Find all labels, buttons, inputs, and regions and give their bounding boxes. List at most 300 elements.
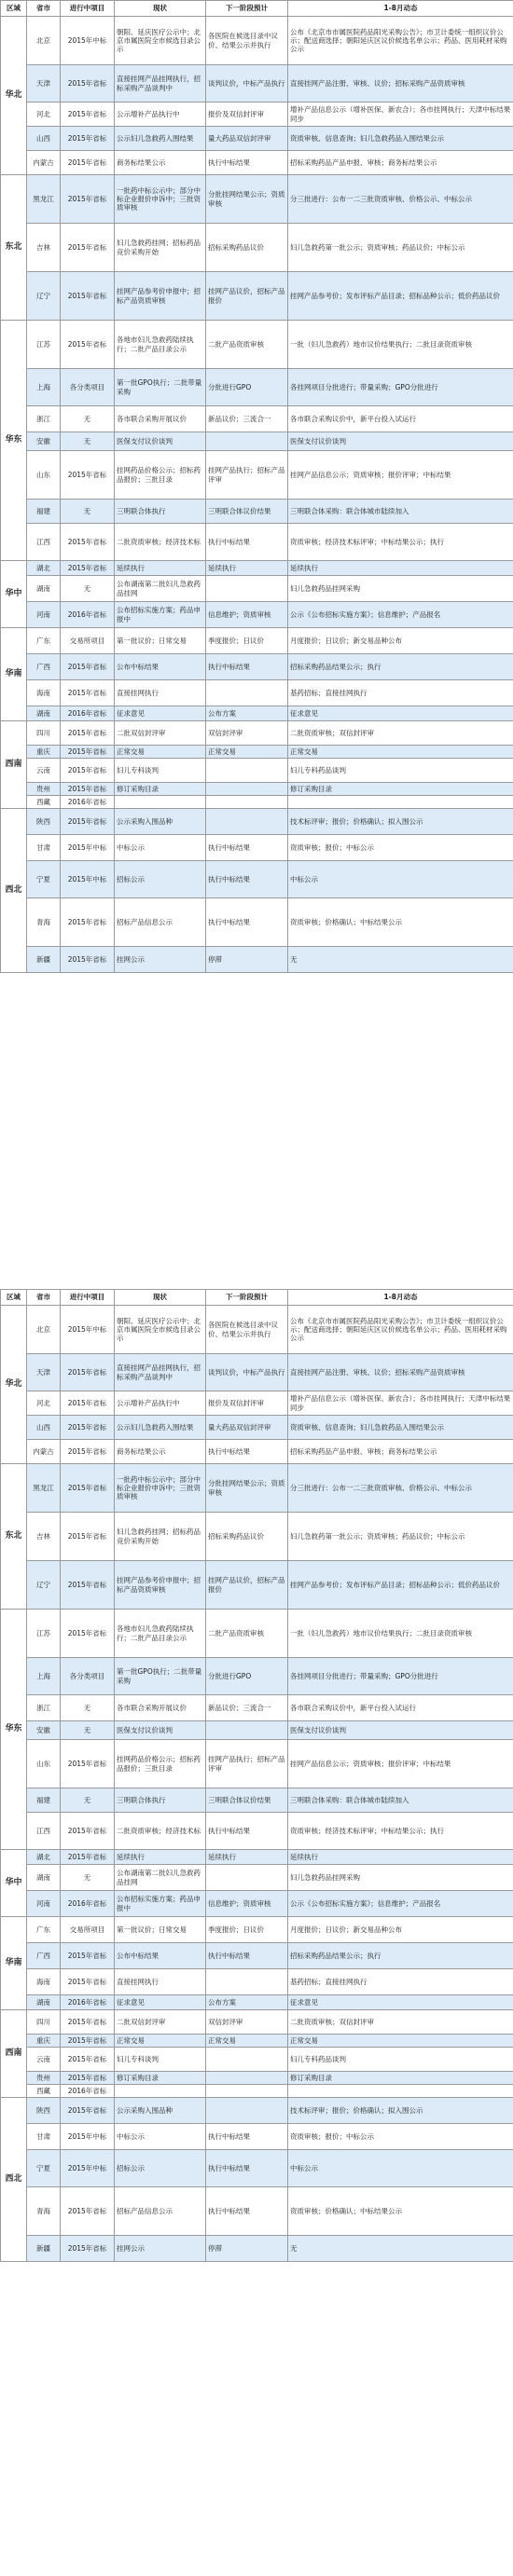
status-cell: 征求意见 (115, 1995, 206, 2010)
region-cell: 华南 (1, 628, 27, 721)
dynamics-cell: 正常交易 (288, 746, 513, 759)
table-row (1, 2035, 513, 2048)
progress-cell: 2015年省标 (61, 947, 115, 973)
progress-cell: 2016年省标 (61, 706, 115, 721)
dynamics-cell: 招标采购药品结果公示；执行 (288, 1943, 513, 1969)
progress-cell: 2015年省标 (61, 272, 115, 321)
table-row (1, 1740, 513, 1788)
province-cell: 山东 (27, 1740, 61, 1788)
table-row (1, 224, 513, 272)
province-cell: 山西 (27, 127, 61, 151)
plan-cell: 量大药品双信封评审 (206, 1416, 288, 1440)
status-cell: 公布湖南第二批妇儿急救药品挂网 (115, 1865, 206, 1891)
province-cell: 青海 (27, 898, 61, 947)
province-cell: 贵州 (27, 2072, 61, 2085)
progress-cell: 2016年省标 (61, 2085, 115, 2098)
province-cell: 江苏 (27, 1610, 61, 1658)
progress-cell: 2015年省标 (61, 746, 115, 759)
province-cell: 河北 (27, 103, 61, 127)
plan-cell: 执行中标结果 (206, 524, 288, 561)
plan-cell: 招标采购药品议价 (206, 1513, 288, 1561)
progress-cell: 2016年省标 (61, 796, 115, 809)
progress-cell: 2015年省标 (61, 898, 115, 947)
progress-cell: 无 (61, 1695, 115, 1721)
table-row (1, 947, 513, 973)
status-cell: 妇儿专科谈判 (115, 759, 206, 783)
table-row (1, 2085, 513, 2098)
progress-cell: 2015年省标 (61, 224, 115, 272)
status-cell: 公示采购入围品种 (115, 2098, 206, 2124)
table-row (1, 706, 513, 721)
dynamics-cell: 延续执行 (288, 1850, 513, 1865)
dynamics-cell: 挂网产品信息公示；资质审核；报价评审；中标结果 (288, 451, 513, 500)
dynamics-cell: 挂网产品信息公示；资质审核；报价评审；中标结果 (288, 1740, 513, 1788)
plan-cell: 谈判议价，中标产品执行 (206, 1354, 288, 1391)
dynamics-cell: 各市联合采购议价中，新平台投入试运行 (288, 406, 513, 432)
table-row (1, 628, 513, 654)
province-cell: 福建 (27, 1788, 61, 1813)
province-cell: 上海 (27, 369, 61, 406)
status-cell: 各地市妇儿急救药陆续执行；二批产品目录公示 (115, 1610, 206, 1658)
plan-cell: 报价及双信封评审 (206, 1391, 288, 1416)
region-cell: 东北 (1, 1464, 27, 1610)
status-cell: 一批药中标公示中；部分中标企业报价申诉中；三批资质审核 (115, 1464, 206, 1513)
status-cell: 公示增补产品执行中 (115, 103, 206, 127)
status-cell: 正常交易 (115, 2035, 206, 2048)
bidding-status-table (0, 1289, 513, 2262)
plan-cell: 挂网产品议价，招标产品报价 (206, 272, 288, 321)
table-row (1, 432, 513, 451)
table-row (1, 576, 513, 602)
dynamics-cell: 修订采购目录 (288, 2072, 513, 2085)
dynamics-cell: 增补产品信息公示（增补医保、新农合）；各市挂网执行；天津中标结果同步 (288, 1391, 513, 1416)
dynamics-cell: 分三批进行：公布一二三批资质审核、价格公示、中标公示 (288, 175, 513, 224)
plan-cell: 执行中标结果 (206, 898, 288, 947)
plan-cell (206, 796, 288, 809)
header-plan: 下一阶段预计 (206, 1290, 288, 1306)
table-row (1, 746, 513, 759)
progress-cell: 2015年省标 (61, 321, 115, 369)
dynamics-cell (288, 2085, 513, 2098)
province-cell: 河南 (27, 1891, 61, 1917)
table-row (1, 127, 513, 151)
dynamics-cell: 征求意见 (288, 706, 513, 721)
progress-cell: 无 (61, 500, 115, 524)
status-cell: 各市联合采购开展议价 (115, 406, 206, 432)
status-cell: 延续执行 (115, 1850, 206, 1865)
province-cell: 甘肃 (27, 835, 61, 861)
table-row (1, 1306, 513, 1354)
province-cell: 上海 (27, 1658, 61, 1695)
dynamics-cell: 技术标评审；报价；价格确认；拟入围公示 (288, 2098, 513, 2124)
table-row (1, 369, 513, 406)
dynamics-cell: 三明联合体采购：联合体城市陆续加入 (288, 500, 513, 524)
status-cell: 直接挂网执行 (115, 680, 206, 706)
plan-cell (206, 2085, 288, 2098)
table-row (1, 17, 513, 65)
table-row (1, 835, 513, 861)
dynamics-cell: 分三批进行：公布一二三批资质审核、价格公示、中标公示 (288, 1464, 513, 1513)
province-cell: 北京 (27, 17, 61, 65)
province-cell: 湖南 (27, 1865, 61, 1891)
plan-cell (206, 576, 288, 602)
table-row (1, 1464, 513, 1513)
status-cell: 挂网公示 (115, 947, 206, 973)
progress-cell: 2015年省标 (61, 2236, 115, 2262)
progress-cell: 2015年中标 (61, 17, 115, 65)
table-row (1, 1969, 513, 1995)
plan-cell: 公布方案 (206, 706, 288, 721)
progress-cell: 2015年省标 (61, 151, 115, 175)
plan-cell: 正常交易 (206, 2035, 288, 2048)
province-cell: 甘肃 (27, 2124, 61, 2150)
province-cell: 陕西 (27, 2098, 61, 2124)
dynamics-cell: 技术标评审；报价；价格确认；拟入围公示 (288, 809, 513, 835)
status-cell (115, 796, 206, 809)
table-row (1, 65, 513, 103)
dynamics-cell: 资质审核；经济技术标评审；中标结果公示；执行 (288, 524, 513, 561)
progress-cell: 2015年中标 (61, 2124, 115, 2150)
plan-cell: 公布方案 (206, 1995, 288, 2010)
province-cell: 四川 (27, 2010, 61, 2035)
progress-cell: 2015年省标 (61, 721, 115, 746)
table-row (1, 561, 513, 576)
dynamics-cell: 一批（妇儿急救药）地市议价结果执行；二批目录资质审核 (288, 321, 513, 369)
header-status: 现状 (115, 1290, 206, 1306)
province-cell: 浙江 (27, 406, 61, 432)
plan-cell: 三明联合体议价结果 (206, 500, 288, 524)
dynamics-cell: 月度报价；日议价；新交易品种公布 (288, 628, 513, 654)
region-cell: 西北 (1, 2098, 27, 2262)
table-row (1, 721, 513, 746)
progress-cell: 2015年省标 (61, 783, 115, 796)
table-row (1, 2098, 513, 2124)
status-cell: 二批资质审核；经济技术标 (115, 1813, 206, 1850)
province-cell: 广东 (27, 628, 61, 654)
progress-cell: 无 (61, 576, 115, 602)
status-cell: 公示妇儿急救药入围结果 (115, 127, 206, 151)
status-cell: 妇儿急救药挂网；招标药品竞价采购开始 (115, 224, 206, 272)
province-cell: 辽宁 (27, 272, 61, 321)
dynamics-cell: 中标公示 (288, 2150, 513, 2187)
dynamics-cell: 公示《公布招标实施方案》；信息维护；产品报名 (288, 1891, 513, 1917)
province-cell: 湖北 (27, 561, 61, 576)
table-row (1, 175, 513, 224)
plan-cell: 延续执行 (206, 1850, 288, 1865)
dynamics-cell: 妇儿急救药第一批公示；资质审核；药品议价；中标公示 (288, 224, 513, 272)
table-row (1, 680, 513, 706)
plan-cell: 三明联合体议价结果 (206, 1788, 288, 1813)
plan-cell (206, 1969, 288, 1995)
table-row (1, 1695, 513, 1721)
header-plan: 下一阶段预计 (206, 1, 288, 17)
progress-cell: 2016年省标 (61, 1891, 115, 1917)
status-cell (115, 2085, 206, 2098)
status-cell: 医保支付议价谈判 (115, 432, 206, 451)
progress-cell: 各分类项目 (61, 1658, 115, 1695)
header-dynamics: 1-8月动态 (288, 1290, 513, 1306)
region-cell: 华东 (1, 321, 27, 561)
status-cell: 二批双信封评审 (115, 721, 206, 746)
dynamics-cell: 公示《公布招标实施方案》；信息维护；产品报名 (288, 602, 513, 628)
progress-cell: 2015年省标 (61, 1354, 115, 1391)
dynamics-cell: 资质审核；报价；中标公示 (288, 2124, 513, 2150)
progress-cell: 2015年省标 (61, 1813, 115, 1850)
table-row (1, 1917, 513, 1943)
status-cell: 中标公示 (115, 2124, 206, 2150)
table-row (1, 2187, 513, 2236)
table-row (1, 451, 513, 500)
dynamics-cell: 各挂网项目分批进行；带量采购；GPO分批进行 (288, 369, 513, 406)
progress-cell: 2015年省标 (61, 1464, 115, 1513)
province-cell: 四川 (27, 721, 61, 746)
province-cell: 宁夏 (27, 2150, 61, 2187)
status-cell: 商务标结果公示 (115, 1440, 206, 1464)
dynamics-cell: 征求意见 (288, 1995, 513, 2010)
table-row (1, 1995, 513, 2010)
status-cell: 三明联合体执行 (115, 1788, 206, 1813)
header-row (1, 1290, 513, 1306)
table-row (1, 151, 513, 175)
province-cell: 新疆 (27, 2236, 61, 2262)
province-cell: 重庆 (27, 746, 61, 759)
table-row (1, 1813, 513, 1850)
status-cell: 各地市妇儿急救药陆续执行；二批产品目录公示 (115, 321, 206, 369)
province-cell: 广西 (27, 1943, 61, 1969)
dynamics-cell: 妇儿急救药品挂网采购 (288, 1865, 513, 1891)
progress-cell: 2015年中标 (61, 835, 115, 861)
status-cell: 招标产品信息公示 (115, 898, 206, 947)
plan-cell: 二批产品资质审核 (206, 321, 288, 369)
plan-cell: 双信封评审 (206, 721, 288, 746)
status-cell: 二批双信封评审 (115, 2010, 206, 2035)
region-cell: 华北 (1, 1306, 27, 1464)
plan-cell: 报价及双信封评审 (206, 103, 288, 127)
progress-cell: 2015年省标 (61, 175, 115, 224)
province-cell: 青海 (27, 2187, 61, 2236)
plan-cell: 分批挂网结果公示；资质审核 (206, 175, 288, 224)
progress-cell: 2015年省标 (61, 2035, 115, 2048)
progress-cell: 2015年省标 (61, 2010, 115, 2035)
plan-cell: 招标采购药品议价 (206, 224, 288, 272)
province-cell: 江西 (27, 524, 61, 561)
province-cell: 黑龙江 (27, 1464, 61, 1513)
province-cell: 湖南 (27, 1995, 61, 2010)
status-cell: 挂网产品参考价申报中；招标产品资质审核 (115, 1561, 206, 1610)
table-row (1, 1721, 513, 1740)
status-cell: 第一批议价；日常交易 (115, 1917, 206, 1943)
province-cell: 西藏 (27, 796, 61, 809)
province-cell: 浙江 (27, 1695, 61, 1721)
dynamics-cell: 资质审核；报价；中标公示 (288, 835, 513, 861)
dynamics-cell (288, 796, 513, 809)
status-cell: 挂网公示 (115, 2236, 206, 2262)
dynamics-cell: 资质审核、信息查询；妇儿急救药品入围结果公示 (288, 127, 513, 151)
table-row (1, 861, 513, 898)
region-cell: 华北 (1, 17, 27, 175)
plan-cell: 执行中标结果 (206, 654, 288, 680)
dynamics-cell: 招标采购药品产品申报、审核；商务标结果公示 (288, 151, 513, 175)
table-row (1, 1658, 513, 1695)
plan-cell: 双信封评审 (206, 2010, 288, 2035)
table-row (1, 2010, 513, 2035)
table-row (1, 1354, 513, 1391)
plan-cell (206, 432, 288, 451)
dynamics-cell: 妇儿专科药品谈判 (288, 2048, 513, 2072)
province-cell: 内蒙古 (27, 1440, 61, 1464)
dynamics-cell: 公布《北京市市属医院药品阳光采购公告》；市卫计委统一组织议价公示；配送商选择；朝阳延庆区议价候选名单公示；药品、医用耗材采购公示 (288, 17, 513, 65)
plan-cell: 季度报价；日议价 (206, 1917, 288, 1943)
status-cell: 朝阳、延庆医疗公示中；北京市属医院全市候选目录公示 (115, 1306, 206, 1354)
province-cell: 河南 (27, 602, 61, 628)
progress-cell: 2015年省标 (61, 561, 115, 576)
plan-cell: 量大药品双信封评审 (206, 127, 288, 151)
status-cell: 挂网药品价格公示；招标药品报价；三批目录 (115, 1740, 206, 1788)
province-cell: 天津 (27, 1354, 61, 1391)
progress-cell: 2015年省标 (61, 103, 115, 127)
table-row (1, 1850, 513, 1865)
province-cell: 海南 (27, 1969, 61, 1995)
province-cell: 江西 (27, 1813, 61, 1850)
dynamics-cell: 二批资质审核；双信封评审 (288, 721, 513, 746)
status-cell: 直接挂网产品挂网执行，招标采购产品谈判中 (115, 1354, 206, 1391)
table-row (1, 796, 513, 809)
plan-cell: 停滞 (206, 947, 288, 973)
dynamics-cell: 中标公示 (288, 861, 513, 898)
header-row (1, 1, 513, 17)
progress-cell: 2015年省标 (61, 2072, 115, 2085)
province-cell: 云南 (27, 2048, 61, 2072)
progress-cell: 无 (61, 1865, 115, 1891)
dynamics-cell: 无 (288, 2236, 513, 2262)
progress-cell: 2015年省标 (61, 1850, 115, 1865)
progress-cell: 2015年省标 (61, 2187, 115, 2236)
status-cell: 直接挂网执行 (115, 1969, 206, 1995)
progress-cell: 2015年省标 (61, 809, 115, 835)
status-cell: 一批药中标公示中；部分中标企业报价申诉中；三批资质审核 (115, 175, 206, 224)
plan-cell (206, 759, 288, 783)
status-cell: 朝阳、延庆医疗公示中；北京市属医院全市候选目录公示 (115, 17, 206, 65)
province-cell: 吉林 (27, 224, 61, 272)
dynamics-cell: 资质审核、信息查询；妇儿急救药品入围结果公示 (288, 1416, 513, 1440)
table-row (1, 406, 513, 432)
status-cell: 直接挂网产品挂网执行，招标采购产品谈判中 (115, 65, 206, 103)
plan-cell: 季度报价；日议价 (206, 628, 288, 654)
table-row (1, 654, 513, 680)
plan-cell (206, 2072, 288, 2085)
progress-cell: 无 (61, 1788, 115, 1813)
province-cell: 辽宁 (27, 1561, 61, 1610)
dynamics-cell: 一批（妇儿急救药）地市议价结果执行；二批目录资质审核 (288, 1610, 513, 1658)
progress-cell: 2015年省标 (61, 1610, 115, 1658)
header-region: 区域 (1, 1290, 27, 1306)
province-cell: 河北 (27, 1391, 61, 1416)
status-cell: 延续执行 (115, 561, 206, 576)
province-cell: 吉林 (27, 1513, 61, 1561)
plan-cell: 执行中标结果 (206, 2187, 288, 2236)
progress-cell: 无 (61, 406, 115, 432)
plan-cell: 分批进行GPO (206, 369, 288, 406)
dynamics-cell: 招标采购药品结果公示；执行 (288, 654, 513, 680)
province-cell: 安徽 (27, 432, 61, 451)
status-cell: 第一批议价；日常交易 (115, 628, 206, 654)
status-cell: 公布中标结果 (115, 1943, 206, 1969)
plan-cell: 停滞 (206, 2236, 288, 2262)
progress-cell: 2015年省标 (61, 65, 115, 103)
plan-cell (206, 809, 288, 835)
dynamics-cell: 基药招标；直接挂网执行 (288, 1969, 513, 1995)
status-cell: 招标公示 (115, 861, 206, 898)
status-cell: 修订采购目录 (115, 783, 206, 796)
table-row (1, 602, 513, 628)
status-cell: 挂网药品价格公示；招标药品报价；三批目录 (115, 451, 206, 500)
progress-cell: 交易所项目 (61, 1917, 115, 1943)
dynamics-cell: 基药招标；直接挂网执行 (288, 680, 513, 706)
dynamics-cell: 延续执行 (288, 561, 513, 576)
progress-cell: 2015年中标 (61, 861, 115, 898)
province-cell: 安徽 (27, 1721, 61, 1740)
plan-cell: 执行中标结果 (206, 1943, 288, 1969)
table-row (1, 1416, 513, 1440)
plan-cell (206, 2048, 288, 2072)
plan-cell: 执行中标结果 (206, 2150, 288, 2187)
dynamics-cell: 三明联合体采购：联合体城市陆续加入 (288, 1788, 513, 1813)
province-cell: 贵州 (27, 783, 61, 796)
province-cell: 湖南 (27, 576, 61, 602)
table-row (1, 1561, 513, 1610)
plan-cell: 分批挂网结果公示；资质审核 (206, 1464, 288, 1513)
table-row (1, 1891, 513, 1917)
dynamics-cell: 挂网产品参考价；发布评标产品目录；招标品种公示；低价药品议价 (288, 272, 513, 321)
province-cell: 云南 (27, 759, 61, 783)
table-copy-2 (0, 1289, 513, 2262)
plan-cell: 执行中标结果 (206, 835, 288, 861)
table-row (1, 2048, 513, 2072)
table-row (1, 321, 513, 369)
province-cell: 重庆 (27, 2035, 61, 2048)
progress-cell: 2015年中标 (61, 2150, 115, 2187)
province-cell: 内蒙古 (27, 151, 61, 175)
table-row (1, 1788, 513, 1813)
region-cell: 华南 (1, 1917, 27, 2010)
status-cell: 正常交易 (115, 746, 206, 759)
header-status: 现状 (115, 1, 206, 17)
progress-cell: 2015年省标 (61, 1740, 115, 1788)
province-cell: 新疆 (27, 947, 61, 973)
dynamics-cell: 月度报价；日议价；新交易品种公布 (288, 1917, 513, 1943)
plan-cell: 二批产品资质审核 (206, 1610, 288, 1658)
progress-cell: 2015年省标 (61, 759, 115, 783)
status-cell: 公布中标结果 (115, 654, 206, 680)
dynamics-cell: 招标采购药品产品申报、审核；商务标结果公示 (288, 1440, 513, 1464)
province-cell: 海南 (27, 680, 61, 706)
progress-cell: 2015年省标 (61, 451, 115, 500)
progress-cell: 2016年省标 (61, 602, 115, 628)
plan-cell: 执行中标结果 (206, 151, 288, 175)
status-cell: 公布湖南第二批妇儿急救药品挂网 (115, 576, 206, 602)
dynamics-cell: 挂网产品参考价；发布评标产品目录；招标品种公示；低价药品议价 (288, 1561, 513, 1610)
table-row (1, 759, 513, 783)
dynamics-cell: 各市联合采购议价中，新平台投入试运行 (288, 1695, 513, 1721)
progress-cell: 2015年省标 (61, 654, 115, 680)
plan-cell: 信息维护；资质审核 (206, 602, 288, 628)
dynamics-cell: 资质审核；价格确认；中标结果公示 (288, 2187, 513, 2236)
progress-cell: 2015年省标 (61, 1561, 115, 1610)
table-row (1, 2124, 513, 2150)
progress-cell: 2015年省标 (61, 2098, 115, 2124)
status-cell: 商务标结果公示 (115, 151, 206, 175)
plan-cell: 新品议价；三流合一 (206, 406, 288, 432)
